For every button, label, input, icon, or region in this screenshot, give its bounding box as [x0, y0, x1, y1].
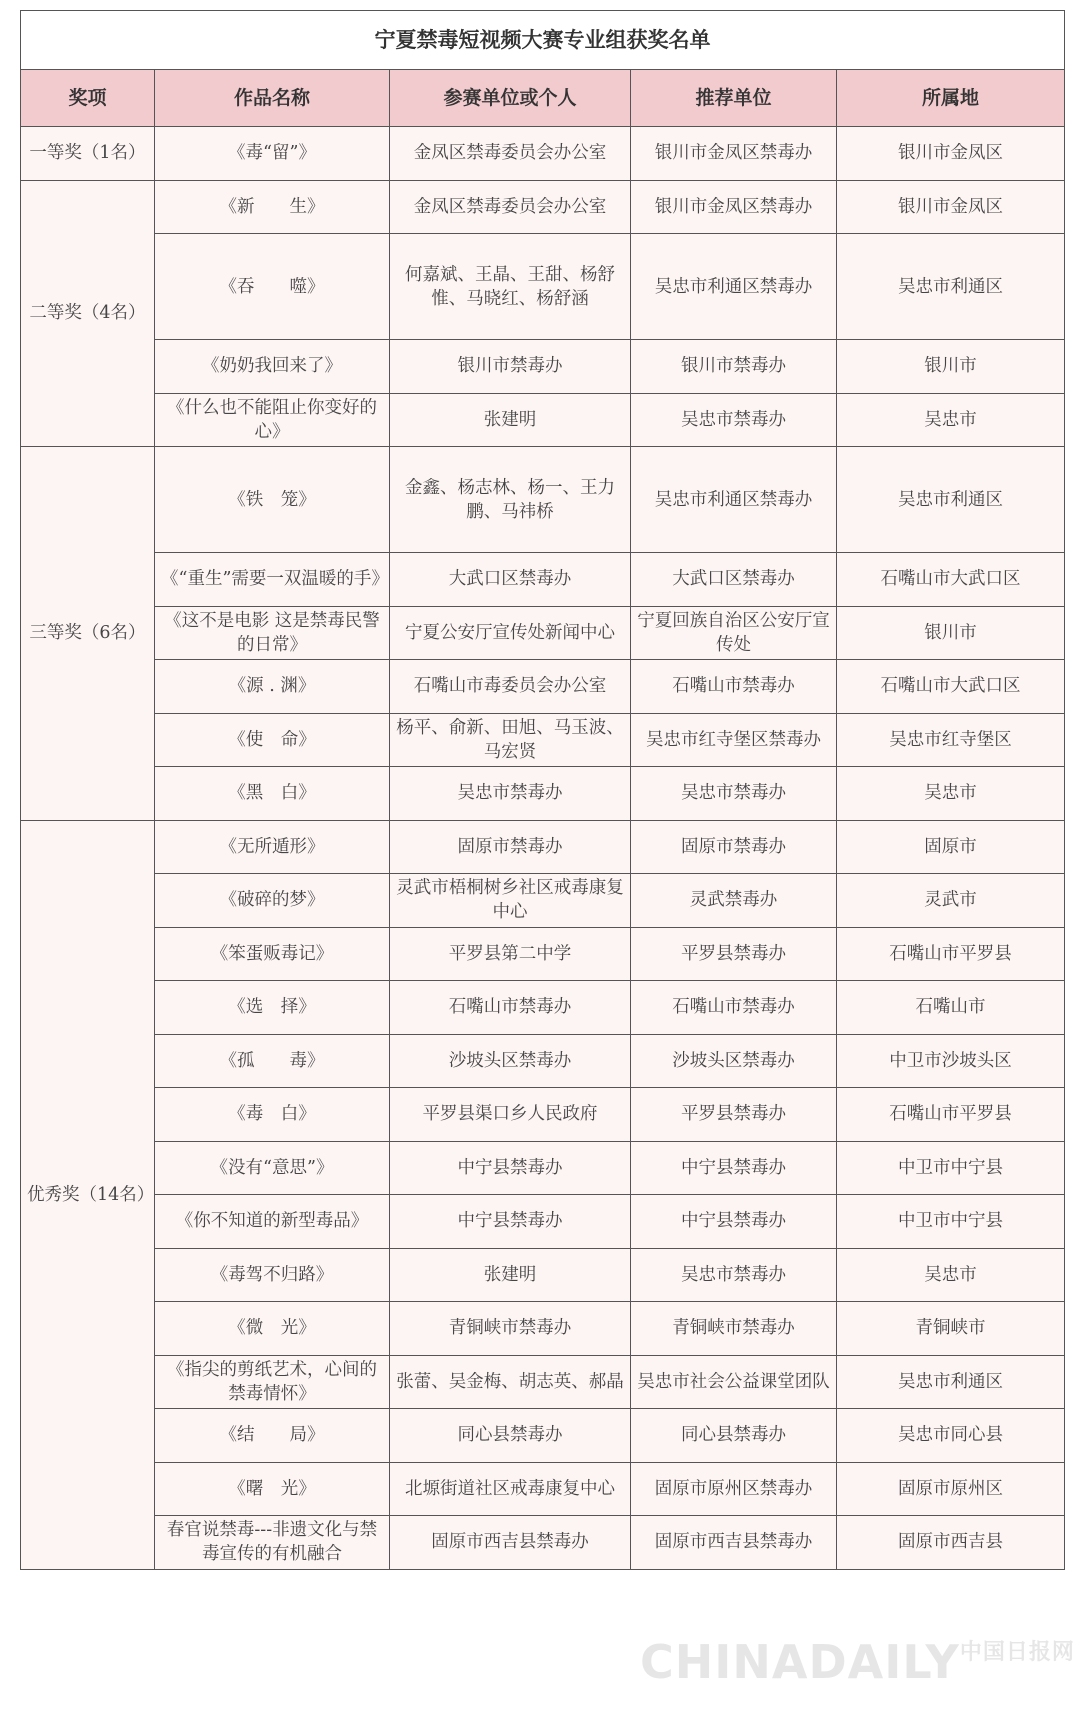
location-cell: 固原市	[837, 820, 1065, 874]
recommender-cell: 吴忠市利通区禁毒办	[631, 234, 837, 340]
participant-cell: 杨平、俞新、田旭、马玉波、马宏贤	[390, 713, 631, 767]
table-row	[21, 660, 1065, 714]
participant-cell: 平罗县渠口乡人民政府	[390, 1088, 631, 1142]
header-award: 奖项	[21, 70, 155, 127]
location-cell: 固原市西吉县	[837, 1516, 1065, 1570]
location-cell: 中卫市沙坡头区	[837, 1034, 1065, 1088]
recommender-cell: 吴忠市利通区禁毒办	[631, 447, 837, 553]
work-title-cell: 《微 光》	[155, 1302, 390, 1356]
work-title-cell: 《选 择》	[155, 981, 390, 1035]
table-row	[21, 1302, 1065, 1356]
table-row	[21, 981, 1065, 1035]
work-title-cell: 《什么也不能阻止你变好的心》	[155, 393, 390, 447]
participant-cell: 固原市禁毒办	[390, 820, 631, 874]
award-level-cell: 一等奖（1名）	[21, 127, 155, 181]
recommender-cell: 石嘴山市禁毒办	[631, 981, 837, 1035]
recommender-cell: 吴忠市社会公益课堂团队	[631, 1355, 837, 1409]
recommender-cell: 平罗县禁毒办	[631, 927, 837, 981]
work-title-cell: 《“重生”需要一双温暖的手》	[155, 553, 390, 607]
participant-cell: 银川市禁毒办	[390, 340, 631, 394]
location-cell: 银川市金凤区	[837, 127, 1065, 181]
work-title-cell: 《没有“意思”》	[155, 1141, 390, 1195]
location-cell: 石嘴山市	[837, 981, 1065, 1035]
location-cell: 灵武市	[837, 874, 1065, 928]
table-row	[21, 1248, 1065, 1302]
recommender-cell: 银川市金凤区禁毒办	[631, 127, 837, 181]
location-cell: 吴忠市同心县	[837, 1409, 1065, 1463]
recommender-cell: 石嘴山市禁毒办	[631, 660, 837, 714]
recommender-cell: 吴忠市禁毒办	[631, 1248, 837, 1302]
location-cell: 吴忠市利通区	[837, 234, 1065, 340]
recommender-cell: 固原市禁毒办	[631, 820, 837, 874]
table-row	[21, 606, 1065, 660]
watermark-logo: $CHINADAILY^{中国日报网}$	[640, 1635, 1075, 1689]
location-cell: 银川市	[837, 340, 1065, 394]
table-row	[21, 447, 1065, 553]
table-header-row	[21, 70, 1065, 127]
work-title-cell: 《孤 毒》	[155, 1034, 390, 1088]
work-title-cell: 《毒驾不归路》	[155, 1248, 390, 1302]
location-cell: 吴忠市	[837, 767, 1065, 821]
participant-cell: 吴忠市禁毒办	[390, 767, 631, 821]
work-title-cell: 《毒 白》	[155, 1088, 390, 1142]
header-participant: 参赛单位或个人	[390, 70, 631, 127]
recommender-cell: 同心县禁毒办	[631, 1409, 837, 1463]
participant-cell: 灵武市梧桐树乡社区戒毒康复中心	[390, 874, 631, 928]
recommender-cell: 宁夏回族自治区公安厅宣传处	[631, 606, 837, 660]
work-title-cell: 《你不知道的新型毒品》	[155, 1195, 390, 1249]
work-title-cell: 《奶奶我回来了》	[155, 340, 390, 394]
table-row	[21, 234, 1065, 340]
location-cell: 中卫市中宁县	[837, 1141, 1065, 1195]
participant-cell: 金鑫、杨志林、杨一、王力鹏、马祎桥	[390, 447, 631, 553]
location-cell: 中卫市中宁县	[837, 1195, 1065, 1249]
table-row	[21, 553, 1065, 607]
award-level-cell: 二等奖（4名）	[21, 180, 155, 447]
work-title-cell: 《曙 光》	[155, 1462, 390, 1516]
table-title: 宁夏禁毒短视频大赛专业组获奖名单	[21, 11, 1065, 70]
participant-cell: 同心县禁毒办	[390, 1409, 631, 1463]
participant-cell: 石嘴山市禁毒办	[390, 981, 631, 1035]
work-title-cell: 《新 生》	[155, 180, 390, 234]
table-row	[21, 340, 1065, 394]
work-title-cell: 《笨蛋贩毒记》	[155, 927, 390, 981]
work-title-cell: 《无所遁形》	[155, 820, 390, 874]
recommender-cell: 中宁县禁毒办	[631, 1195, 837, 1249]
location-cell: 吴忠市	[837, 393, 1065, 447]
work-title-cell: 《铁 笼》	[155, 447, 390, 553]
location-cell: 固原市原州区	[837, 1462, 1065, 1516]
recommender-cell: 大武口区禁毒办	[631, 553, 837, 607]
table-row	[21, 1195, 1065, 1249]
participant-cell: 青铜峡市禁毒办	[390, 1302, 631, 1356]
award-level-cell: 三等奖（6名）	[21, 447, 155, 821]
location-cell: 石嘴山市平罗县	[837, 1088, 1065, 1142]
recommender-cell: 中宁县禁毒办	[631, 1141, 837, 1195]
recommender-cell: 灵武禁毒办	[631, 874, 837, 928]
participant-cell: 北塬街道社区戒毒康复中心	[390, 1462, 631, 1516]
recommender-cell: 固原市西吉县禁毒办	[631, 1516, 837, 1570]
participant-cell: 宁夏公安厅宣传处新闻中心	[390, 606, 631, 660]
recommender-cell: 银川市禁毒办	[631, 340, 837, 394]
header-location: 所属地	[837, 70, 1065, 127]
work-title-cell: 《毒“留”》	[155, 127, 390, 181]
award-level-cell: 优秀奖（14名）	[21, 820, 155, 1569]
location-cell: 吴忠市利通区	[837, 447, 1065, 553]
participant-cell: 何嘉斌、王晶、王甜、杨舒惟、马晓红、杨舒涵	[390, 234, 631, 340]
participant-cell: 张蕾、吴金梅、胡志英、郝晶	[390, 1355, 631, 1409]
work-title-cell: 《结 局》	[155, 1409, 390, 1463]
recommender-cell: 吴忠市禁毒办	[631, 767, 837, 821]
participant-cell: 石嘴山市毒委员会办公室	[390, 660, 631, 714]
award-list-document	[20, 10, 1064, 1570]
table-row	[21, 713, 1065, 767]
work-title-cell: 《这不是电影 这是禁毒民警的日常》	[155, 606, 390, 660]
table-row	[21, 393, 1065, 447]
table-row	[21, 180, 1065, 234]
header-work-title: 作品名称	[155, 70, 390, 127]
work-title-cell: 《吞 噬》	[155, 234, 390, 340]
table-row	[21, 1034, 1065, 1088]
table-row	[21, 1462, 1065, 1516]
table-row	[21, 874, 1065, 928]
table-body	[21, 127, 1065, 1570]
participant-cell: 张建明	[390, 1248, 631, 1302]
location-cell: 青铜峡市	[837, 1302, 1065, 1356]
header-recommender: 推荐单位	[631, 70, 837, 127]
table-row	[21, 767, 1065, 821]
location-cell: 石嘴山市平罗县	[837, 927, 1065, 981]
recommender-cell: 沙坡头区禁毒办	[631, 1034, 837, 1088]
participant-cell: 中宁县禁毒办	[390, 1141, 631, 1195]
location-cell: 银川市金凤区	[837, 180, 1065, 234]
recommender-cell: 青铜峡市禁毒办	[631, 1302, 837, 1356]
participant-cell: 固原市西吉县禁毒办	[390, 1516, 631, 1570]
location-cell: 石嘴山市大武口区	[837, 660, 1065, 714]
table-title-row	[21, 11, 1065, 70]
recommender-cell: 银川市金凤区禁毒办	[631, 180, 837, 234]
work-title-cell: 《使 命》	[155, 713, 390, 767]
work-title-cell: 《破碎的梦》	[155, 874, 390, 928]
recommender-cell: 吴忠市红寺堡区禁毒办	[631, 713, 837, 767]
participant-cell: 金凤区禁毒委员会办公室	[390, 180, 631, 234]
participant-cell: 大武口区禁毒办	[390, 553, 631, 607]
participant-cell: 金凤区禁毒委员会办公室	[390, 127, 631, 181]
participant-cell: 平罗县第二中学	[390, 927, 631, 981]
table-row	[21, 127, 1065, 181]
table-row	[21, 1409, 1065, 1463]
table-row	[21, 1516, 1065, 1570]
location-cell: 银川市	[837, 606, 1065, 660]
table-row	[21, 820, 1065, 874]
work-title-cell: 《指尖的剪纸艺术，心间的禁毒情怀》	[155, 1355, 390, 1409]
participant-cell: 张建明	[390, 393, 631, 447]
recommender-cell: 吴忠市禁毒办	[631, 393, 837, 447]
table-row	[21, 927, 1065, 981]
recommender-cell: 固原市原州区禁毒办	[631, 1462, 837, 1516]
table-row	[21, 1141, 1065, 1195]
work-title-cell: 《源 . 渊》	[155, 660, 390, 714]
work-title-cell: 春官说禁毒---非遗文化与禁毒宣传的有机融合	[155, 1516, 390, 1570]
participant-cell: 中宁县禁毒办	[390, 1195, 631, 1249]
location-cell: 吴忠市红寺堡区	[837, 713, 1065, 767]
award-table	[20, 10, 1065, 1570]
table-row	[21, 1088, 1065, 1142]
work-title-cell: 《黑 白》	[155, 767, 390, 821]
location-cell: 石嘴山市大武口区	[837, 553, 1065, 607]
location-cell: 吴忠市利通区	[837, 1355, 1065, 1409]
recommender-cell: 平罗县禁毒办	[631, 1088, 837, 1142]
location-cell: 吴忠市	[837, 1248, 1065, 1302]
participant-cell: 沙坡头区禁毒办	[390, 1034, 631, 1088]
table-row	[21, 1355, 1065, 1409]
